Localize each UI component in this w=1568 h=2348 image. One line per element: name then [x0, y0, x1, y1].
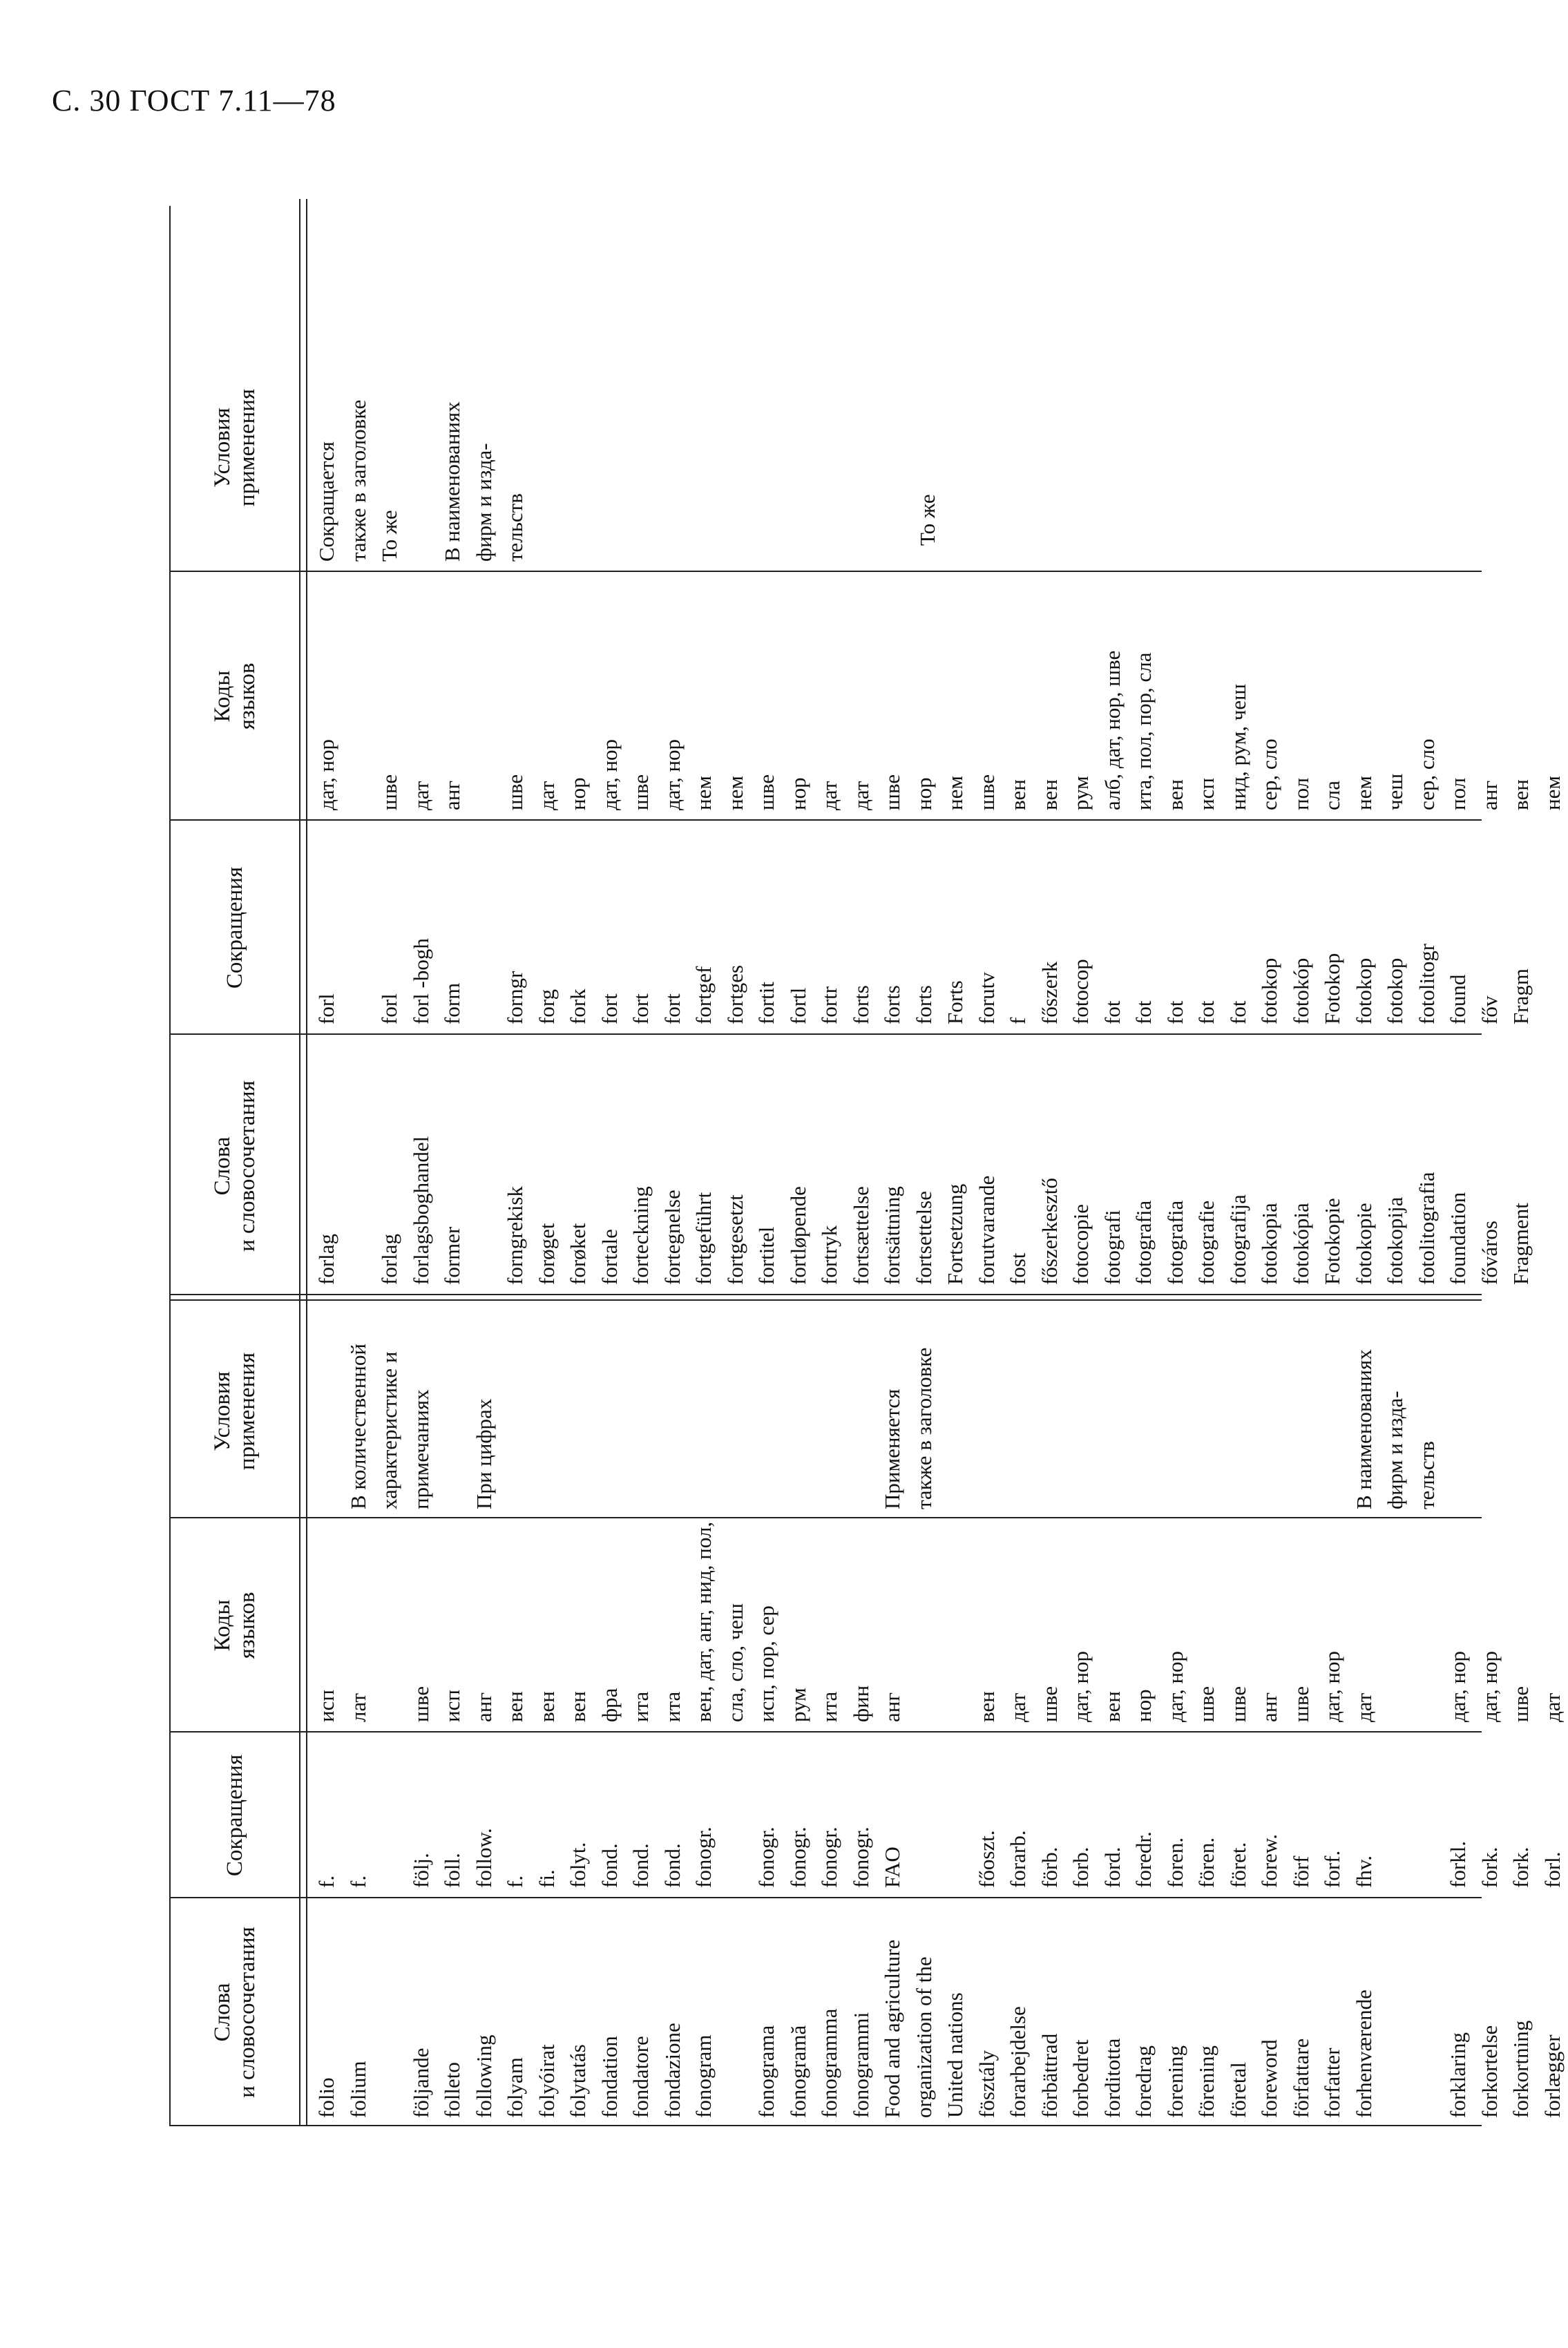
- right-words-cell: forøket: [566, 1223, 590, 1285]
- left-abbrev-cell: följ.: [408, 1853, 433, 1888]
- left-abbrev-cell: f.: [503, 1875, 527, 1888]
- left-abbrev-cell: f.: [345, 1875, 370, 1888]
- right-abbrev-cell: forl -bogh: [408, 938, 433, 1024]
- right-abbrev-cell: fortgef: [691, 966, 716, 1024]
- header-codes-left: [169, 1518, 300, 1733]
- left-words-cell: folio: [314, 2077, 338, 2118]
- right-codes-cell: сла: [1320, 781, 1344, 810]
- left-words-cell: fonogram: [691, 2034, 716, 2118]
- rule-col-7: [169, 571, 1482, 572]
- right-codes-cell: рум: [1069, 776, 1093, 810]
- header-codes-line2: языков: [235, 1592, 260, 1659]
- left-abbrev-cell: forarb.: [1006, 1830, 1030, 1888]
- left-abbrev-cell: fören.: [1194, 1837, 1218, 1888]
- right-codes-cell: шве: [880, 774, 904, 810]
- right-words-cell: fotokopia: [1257, 1203, 1281, 1285]
- right-abbrev-cell: fot: [1163, 1000, 1187, 1024]
- right-words-cell: fortryk: [817, 1225, 841, 1285]
- left-codes-cell: вен: [503, 1691, 527, 1722]
- right-codes-cell: дат, нор: [597, 738, 622, 810]
- right-abbrev-cell: forts: [911, 985, 936, 1024]
- left-words-cell: fonograma: [754, 2025, 778, 2118]
- right-codes-cell: алб, дат, нор, шве: [1100, 650, 1125, 810]
- header-words-line2: и словосочетания: [235, 1927, 260, 2098]
- left-words-cell: forfatter: [1320, 2048, 1344, 2118]
- left-abbrev-cell: fond.: [597, 1843, 622, 1888]
- right-codes-cell: сер, сло: [1414, 738, 1439, 810]
- right-abbrev-cell: Forts: [943, 980, 967, 1024]
- right-words-cell: fortsættelse: [848, 1186, 873, 1285]
- right-abbrev-cell: fort: [629, 993, 653, 1024]
- left-words-cell: folleto: [440, 2062, 464, 2118]
- right-abbrev-cell: forl: [314, 993, 338, 1024]
- left-words-cell: forkortelse: [1477, 2025, 1502, 2118]
- page-header: С. 30 ГОСТ 7.11—78: [52, 84, 336, 117]
- left-words-cell: folyóirat: [534, 2044, 559, 2118]
- left-codes-cell: шве: [1225, 1686, 1250, 1722]
- left-codes-cell: вен: [974, 1691, 999, 1722]
- left-words-cell: fondazione: [660, 2023, 685, 2118]
- header-abbrev-line1: Сокращения: [222, 1754, 247, 1877]
- left-codes-cell: ита: [817, 1691, 841, 1722]
- right-words-cell: forutvarande: [974, 1175, 999, 1285]
- left-conditions-cell: При цифрах: [471, 1398, 496, 1509]
- right-codes-cell: пол: [1446, 777, 1470, 810]
- right-abbrev-cell: fortit: [754, 982, 778, 1024]
- left-words-cell: fondation: [597, 2036, 622, 2118]
- left-words-cell: folium: [345, 2061, 370, 2118]
- right-codes-cell: дат: [848, 781, 873, 810]
- header-words-line1: Слова: [210, 1136, 235, 1196]
- right-abbrev-cell: found: [1446, 974, 1470, 1024]
- left-words-cell: foreword: [1257, 2039, 1281, 2118]
- right-abbrev-cell: Fragm: [1509, 968, 1533, 1024]
- left-words-cell: följande: [408, 2048, 433, 2118]
- left-codes-cell: дат, нор: [1477, 1650, 1502, 1722]
- left-codes-cell: фин: [848, 1685, 873, 1722]
- right-codes-cell: нем: [1540, 776, 1565, 810]
- right-conditions-cell: В наименованиях: [440, 401, 464, 562]
- abbreviation-table: [169, 182, 1565, 2126]
- left-codes-cell: нор: [1131, 1689, 1156, 1722]
- left-abbrev-cell: fond.: [660, 1843, 685, 1888]
- header-codes-line1: Коды: [210, 1599, 235, 1652]
- right-codes-cell: дат: [534, 781, 559, 810]
- right-abbrev-cell: fot: [1194, 1000, 1218, 1024]
- left-words-cell: fonogrammi: [848, 2012, 873, 2118]
- right-codes-cell: нор: [911, 777, 936, 810]
- right-abbrev-cell: fotokop: [1383, 957, 1407, 1024]
- right-codes-cell: шве: [754, 774, 778, 810]
- left-codes-cell: вен, дат, анг, нид, пол,: [691, 1521, 716, 1722]
- left-abbrev-cell: foll.: [440, 1853, 464, 1888]
- left-codes-cell: анг: [880, 1692, 904, 1722]
- right-abbrev-cell: fot: [1131, 1000, 1156, 1024]
- right-words-cell: fotokopie: [1351, 1203, 1376, 1285]
- left-words-cell: folyam: [503, 2057, 527, 2118]
- right-words-cell: fotografie: [1194, 1200, 1218, 1285]
- left-abbrev-cell: FAO: [880, 1846, 904, 1888]
- left-words-cell: fösztály: [974, 2050, 999, 2118]
- right-codes-cell: нид, рум, чеш: [1225, 684, 1250, 810]
- left-codes-cell: дат, нор: [1320, 1650, 1344, 1722]
- header-abbrev-left: [169, 1733, 300, 1898]
- right-words-cell: former: [440, 1226, 464, 1285]
- left-codes-cell: исп: [314, 1690, 338, 1722]
- rule-left-edge: [169, 2125, 1482, 2126]
- left-words-cell: foredrag: [1131, 2045, 1156, 2118]
- right-conditions-cell: также в заголовке: [345, 399, 370, 562]
- right-abbrev-cell: forngr: [503, 971, 527, 1024]
- right-abbrev-cell: fort: [597, 993, 622, 1024]
- header-codes-line1: Коды: [210, 670, 235, 723]
- left-codes-cell: шве: [1509, 1686, 1533, 1722]
- header-words-left: [169, 1898, 300, 2126]
- header-words-right: [169, 1035, 300, 1297]
- left-abbrev-cell: forew.: [1257, 1833, 1281, 1888]
- left-abbrev-cell: fi.: [534, 1869, 559, 1888]
- right-abbrev-cell: fork: [566, 989, 590, 1024]
- header-abbrev-line1: Сокращения: [222, 866, 247, 989]
- left-abbrev-cell: főoszt.: [974, 1830, 999, 1888]
- right-codes-cell: чеш: [1383, 773, 1407, 810]
- right-words-cell: fortitel: [754, 1226, 778, 1285]
- left-conditions-cell: тельств: [1414, 1441, 1439, 1509]
- right-abbrev-cell: forts: [880, 985, 904, 1024]
- left-abbrev-cell: föret.: [1225, 1842, 1250, 1888]
- right-words-cell: fortegnelse: [660, 1190, 685, 1285]
- left-codes-cell: вен: [1100, 1691, 1125, 1722]
- right-codes-cell: вен: [1509, 779, 1533, 810]
- left-abbrev-cell: förb.: [1037, 1846, 1062, 1888]
- right-words-cell: Fragment: [1509, 1203, 1533, 1285]
- left-codes-cell: шве: [1037, 1686, 1062, 1722]
- right-codes-cell: дат: [408, 781, 433, 810]
- right-codes-cell: пол: [1288, 777, 1313, 810]
- right-words-cell: Fotokopie: [1320, 1198, 1344, 1285]
- right-codes-cell: нем: [943, 776, 967, 810]
- right-words-cell: fortgeführt: [691, 1192, 716, 1285]
- right-abbrev-cell: fortr: [817, 986, 841, 1024]
- left-words-cell: förbättrad: [1037, 2033, 1062, 2118]
- right-words-cell: fortale: [597, 1229, 622, 1285]
- right-codes-cell: дат, нор: [660, 738, 685, 810]
- left-codes-cell: шве: [408, 1686, 433, 1722]
- right-conditions-cell: Сокращается: [314, 441, 338, 562]
- left-codes-cell: анг: [1257, 1692, 1281, 1722]
- right-words-cell: forlagsboghandel: [408, 1136, 433, 1285]
- left-codes-cell: исп, пор, сер: [754, 1605, 778, 1722]
- same-note: То же: [915, 494, 939, 546]
- right-words-cell: fotografia: [1131, 1200, 1156, 1285]
- left-abbrev-cell: forf.: [1320, 1850, 1344, 1888]
- left-abbrev-cell: follow.: [471, 1828, 496, 1888]
- right-abbrev-cell: forts: [848, 985, 873, 1024]
- right-conditions-cell: фирм и изда-: [471, 443, 496, 562]
- right-codes-cell: вен: [1163, 779, 1187, 810]
- header-codes-right: [169, 572, 300, 821]
- header-conditions-line1: Условия: [210, 1371, 235, 1451]
- right-abbrev-cell: fotokop: [1257, 957, 1281, 1024]
- left-codes-cell: ита: [660, 1691, 685, 1722]
- left-abbrev-cell: förf: [1288, 1855, 1313, 1888]
- header-conditions-right: [169, 323, 300, 572]
- left-abbrev-cell: fonogr.: [785, 1826, 810, 1888]
- right-words-cell: forlag: [377, 1233, 401, 1285]
- left-words-cell: forditotta: [1100, 2038, 1125, 2118]
- left-codes-cell: дат, нор: [1446, 1650, 1470, 1722]
- rule-col-5: [169, 1033, 1482, 1035]
- right-abbrev-cell: fotolitogr: [1414, 943, 1439, 1024]
- left-words-cell: forening: [1163, 2045, 1187, 2118]
- header-conditions-line1: Условия: [210, 408, 235, 488]
- right-abbrev-cell: fotocop: [1069, 959, 1093, 1024]
- right-words-cell: fotografia: [1163, 1200, 1187, 1285]
- right-codes-cell: нор: [566, 777, 590, 810]
- left-words-cell: förening: [1194, 2045, 1218, 2118]
- right-codes-cell: анг: [1477, 780, 1502, 810]
- right-words-cell: forøget: [534, 1223, 559, 1285]
- header-words-line1: Слова: [210, 1983, 235, 2042]
- right-conditions-cell: тельств: [503, 493, 527, 562]
- right-words-cell: fotokopija: [1383, 1196, 1407, 1285]
- left-abbrev-cell: fork.: [1477, 1846, 1502, 1888]
- right-abbrev-cell: f: [1006, 1017, 1030, 1024]
- left-conditions-cell: характеристике и: [377, 1351, 401, 1509]
- right-codes-cell: нем: [1351, 776, 1376, 810]
- right-codes-cell: вен: [1037, 779, 1062, 810]
- left-words-cell: forarbejdelse: [1006, 2006, 1030, 2118]
- header-conditions-left: [169, 1304, 300, 1518]
- right-abbrev-cell: Fotokop: [1320, 953, 1344, 1024]
- rule-col-2: [169, 1731, 1482, 1733]
- rule-center-a: [169, 1299, 1482, 1301]
- right-codes-cell: шве: [503, 774, 527, 810]
- right-abbrev-cell: fortl: [785, 987, 810, 1024]
- rule-center-b: [169, 1294, 1482, 1295]
- header-codes-line2: языков: [235, 662, 260, 730]
- right-abbrev-cell: főv: [1477, 995, 1502, 1024]
- table-top-rule: [169, 206, 171, 2126]
- left-words-cell: forkortning: [1509, 2020, 1533, 2118]
- left-abbrev-cell: fonogr.: [848, 1826, 873, 1888]
- left-codes-cell: шве: [1288, 1686, 1313, 1722]
- header-words-line2: и словосочетания: [235, 1080, 260, 1252]
- right-abbrev-cell: fotokop: [1351, 957, 1376, 1024]
- right-words-cell: fortløpende: [785, 1186, 810, 1285]
- left-codes-cell: фра: [597, 1688, 622, 1722]
- right-words-cell: forlag: [314, 1233, 338, 1285]
- left-codes-cell: сла, сло, чеш: [723, 1603, 747, 1722]
- left-codes-cell: дат, нор: [1069, 1650, 1093, 1722]
- left-abbrev-cell: f.: [314, 1875, 338, 1888]
- left-words-cell: forklaring: [1446, 2032, 1470, 2118]
- header-rule: [299, 199, 300, 2126]
- left-words-cell: författare: [1288, 2038, 1313, 2118]
- right-abbrev-cell: fotokóp: [1288, 957, 1313, 1024]
- right-abbrev-cell: fort: [660, 993, 685, 1024]
- left-words-cell: forlægger: [1540, 2034, 1565, 2118]
- left-abbrev-cell: fork.: [1509, 1846, 1533, 1888]
- right-abbrev-cell: fot: [1100, 1000, 1125, 1024]
- left-words-cell: forbedret: [1069, 2039, 1093, 2118]
- right-codes-cell: шве: [377, 774, 401, 810]
- rule-col-3: [169, 1517, 1482, 1518]
- left-codes-cell: анг: [471, 1692, 496, 1722]
- right-words-cell: főváros: [1477, 1221, 1502, 1285]
- left-words-cell: fonogramă: [785, 2025, 810, 2118]
- left-words-cell: fonogramma: [817, 2008, 841, 2118]
- right-words-cell: fotocopie: [1069, 1203, 1093, 1285]
- right-abbrev-cell: forutv: [974, 972, 999, 1024]
- right-codes-cell: нем: [691, 776, 716, 810]
- right-words-cell: forteckning: [629, 1186, 653, 1285]
- left-abbrev-cell: foredr.: [1131, 1831, 1156, 1888]
- right-codes-cell: ита, пол, пор, сла: [1131, 652, 1156, 810]
- left-conditions-cell: В количественной: [345, 1344, 370, 1509]
- left-codes-cell: рум: [785, 1688, 810, 1722]
- right-abbrev-cell: fot: [1225, 1000, 1250, 1024]
- left-abbrev-cell: forl.: [1540, 1851, 1565, 1888]
- right-conditions-cell: То же: [377, 510, 401, 562]
- left-abbrev-cell: fonogr.: [817, 1826, 841, 1888]
- right-abbrev-cell: form: [440, 982, 464, 1024]
- right-words-cell: fotografi: [1100, 1210, 1125, 1285]
- left-abbrev-cell: forb.: [1069, 1846, 1093, 1888]
- right-abbrev-cell: forg: [534, 989, 559, 1024]
- left-words-cell: United nations: [943, 1992, 967, 2118]
- right-abbrev-cell: fortges: [723, 964, 747, 1024]
- right-words-cell: fortsättning: [880, 1186, 904, 1285]
- left-codes-cell: шве: [1194, 1686, 1218, 1722]
- left-codes-cell: дат: [1351, 1692, 1376, 1722]
- header-rule-inner: [306, 199, 307, 2126]
- right-words-cell: Fortsetzung: [943, 1183, 967, 1285]
- header-conditions-line2: применения: [235, 1352, 260, 1471]
- right-codes-cell: дат, нор: [314, 738, 338, 810]
- right-codes-cell: вен: [1006, 779, 1030, 810]
- right-codes-cell: нор: [785, 777, 810, 810]
- left-words-cell: following: [471, 2034, 496, 2118]
- right-codes-cell: сер, сло: [1257, 738, 1281, 810]
- left-codes-cell: дат, нор: [1163, 1650, 1187, 1722]
- right-words-cell: főszerkesztő: [1037, 1178, 1062, 1285]
- right-words-cell: fost: [1006, 1252, 1030, 1285]
- right-abbrev-cell: forl: [377, 993, 401, 1024]
- right-words-cell: fotografija: [1225, 1194, 1250, 1285]
- left-conditions-cell: также в заголовке: [911, 1347, 936, 1509]
- right-words-cell: fotokópia: [1288, 1203, 1313, 1285]
- right-codes-cell: шве: [629, 774, 653, 810]
- left-codes-cell: вен: [534, 1691, 559, 1722]
- left-words-cell: företal: [1225, 2062, 1250, 2118]
- left-abbrev-cell: fond.: [629, 1843, 653, 1888]
- left-abbrev-cell: foren.: [1163, 1837, 1187, 1888]
- right-words-cell: fotolitografia: [1414, 1172, 1439, 1285]
- left-codes-cell: вен: [566, 1691, 590, 1722]
- left-words-cell: organization of the: [911, 1956, 936, 2118]
- right-codes-cell: шве: [974, 774, 999, 810]
- left-conditions-cell: примечаниях: [408, 1389, 433, 1509]
- left-words-cell: Food and agriculture: [880, 1939, 904, 2118]
- right-words-cell: fortsettelse: [911, 1190, 936, 1285]
- left-abbrev-cell: ford.: [1100, 1846, 1125, 1888]
- header-conditions-line2: применения: [235, 388, 260, 507]
- left-words-cell: fondatore: [629, 2036, 653, 2118]
- left-abbrev-cell: forkl.: [1446, 1840, 1470, 1888]
- left-codes-cell: исп: [440, 1690, 464, 1722]
- right-words-cell: fortgesetzt: [723, 1194, 747, 1285]
- right-codes-cell: дат: [817, 781, 841, 810]
- left-codes-cell: дат: [1006, 1692, 1030, 1722]
- left-codes-cell: ита: [629, 1691, 653, 1722]
- right-codes-cell: нем: [723, 776, 747, 810]
- right-abbrev-cell: főszerk: [1037, 961, 1062, 1024]
- rule-col-1: [169, 1897, 1482, 1898]
- left-conditions-cell: В наименованиях: [1351, 1349, 1376, 1509]
- right-words-cell: forngrekisk: [503, 1186, 527, 1285]
- left-codes-cell: дат: [1540, 1692, 1565, 1722]
- right-words-cell: foundation: [1446, 1192, 1470, 1285]
- left-words-cell: forhenværende: [1351, 1989, 1376, 2118]
- left-abbrev-cell: folyt.: [566, 1842, 590, 1888]
- right-codes-cell: анг: [440, 780, 464, 810]
- left-abbrev-cell: fonogr.: [754, 1826, 778, 1888]
- left-abbrev-cell: fonogr.: [691, 1826, 716, 1888]
- left-conditions-cell: фирм и изда-: [1383, 1391, 1407, 1509]
- left-abbrev-cell: fhv.: [1351, 1855, 1376, 1888]
- right-codes-cell: исп: [1194, 778, 1218, 810]
- header-abbrev-right: [169, 821, 300, 1035]
- left-conditions-cell: Применяется: [880, 1388, 904, 1509]
- rule-col-6: [169, 819, 1482, 821]
- left-codes-cell: лат: [345, 1693, 370, 1722]
- left-words-cell: folytatás: [566, 2044, 590, 2118]
